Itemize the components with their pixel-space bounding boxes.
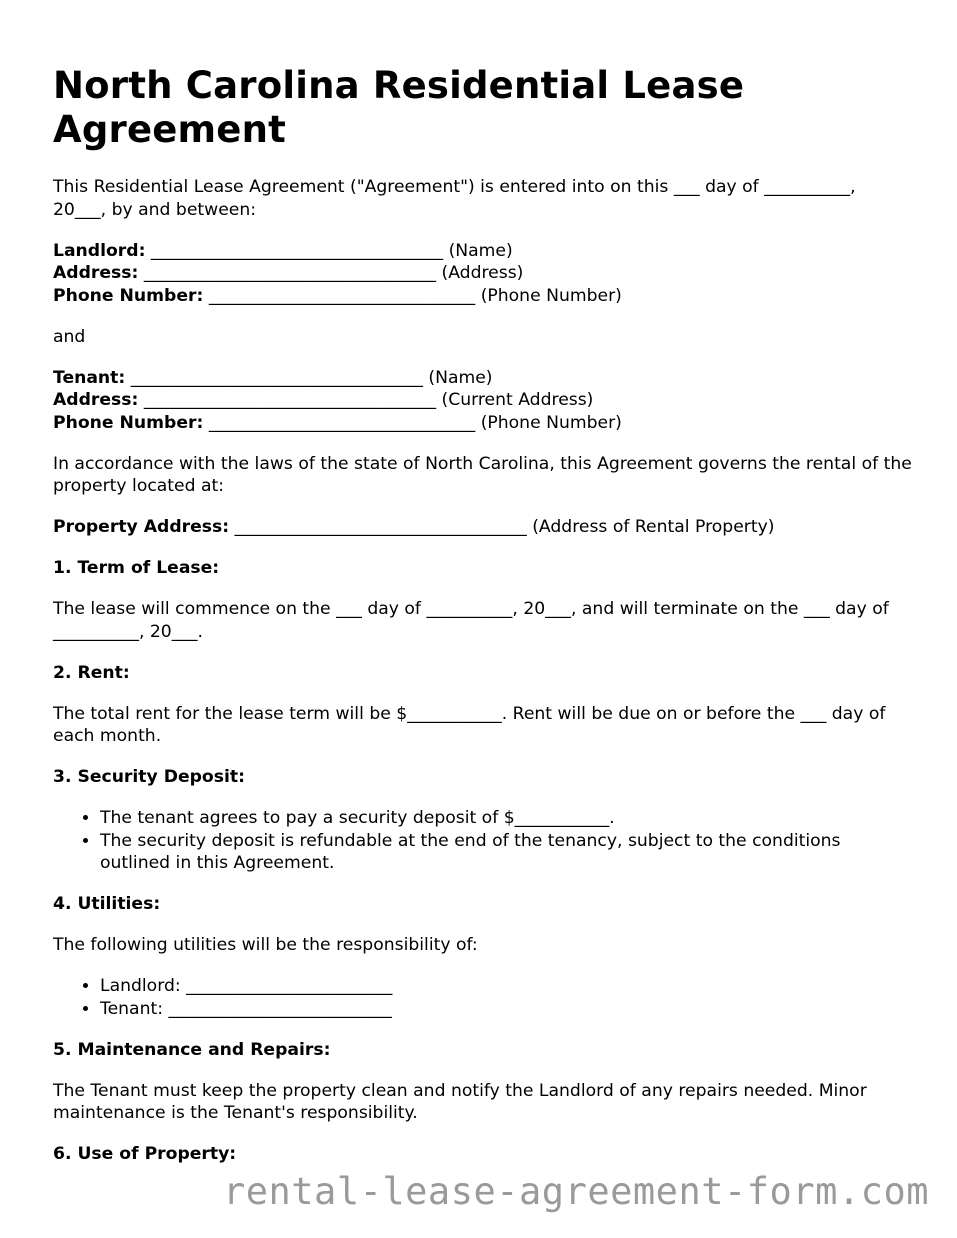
section-rent-heading: 2. Rent: — [53, 662, 130, 683]
tenant-phone-field[interactable]: _______________________________ (Phone Number) — [203, 412, 622, 433]
landlord-phone-line — [53, 285, 913, 308]
landlord-name-line — [53, 240, 913, 263]
and-text: and — [53, 326, 86, 347]
landlord-address-label: Address: — [53, 263, 139, 283]
list-item: • The security deposit is refundable at the end of the tenancy, subject to the conditions outlined in this Agreement. — [100, 830, 913, 875]
tenant-address-label: Address: — [53, 390, 139, 410]
section-use-heading: 6. Use of Property: — [53, 1144, 237, 1164]
tenant-address-field[interactable]: __________________________________ (Current Address) — [138, 390, 594, 410]
accordance-paragraph: In accordance with the laws of the state of North Carolina, this Agreement governs the rental of the property located at: — [53, 453, 912, 496]
intro-paragraph: This Residential Lease Agreement ("Agreement") is entered into on this ___ day of __________, 20___, by and between: — [53, 177, 856, 220]
landlord-address-field[interactable]: __________________________________ (Address) — [138, 263, 524, 283]
section-deposit-heading: 3. Security Deposit: — [53, 767, 245, 787]
section-utilities-body: The following utilities will be the responsibility of: — [53, 935, 478, 955]
section-utilities-heading: 4. Utilities: — [53, 894, 161, 914]
landlord-phone-field[interactable]: _______________________________ (Phone Number) — [203, 285, 622, 306]
list-item: • Tenant: __________________________ — [100, 998, 913, 1021]
tenant-block — [53, 367, 913, 435]
tenant-phone-label: Phone Number: — [53, 412, 204, 433]
landlord-name-label: Landlord: — [53, 240, 146, 261]
property-address-line — [53, 516, 913, 539]
landlord-address-line — [53, 262, 913, 285]
landlord-block — [53, 240, 913, 308]
property-address-label: Property Address: — [53, 517, 230, 537]
tenant-name-label: Tenant: — [53, 367, 126, 388]
utilities-list — [53, 975, 913, 1020]
section-rent-body: The total rent for the lease term will be $___________. Rent will be due on or before the ___ day of each month. — [53, 703, 886, 746]
property-address-field[interactable]: __________________________________ (Address of Rental Property) — [229, 517, 775, 537]
watermark-text: rental-lease-agreement-form.com — [222, 1170, 929, 1213]
tenant-name-field[interactable]: __________________________________ (Name) — [125, 367, 493, 388]
list-item: • The tenant agrees to pay a security deposit of $___________. — [100, 807, 913, 830]
section-term-heading: 1. Term of Lease: — [53, 558, 220, 578]
tenant-name-line — [53, 367, 913, 390]
landlord-phone-label: Phone Number: — [53, 285, 204, 306]
tenant-address-line — [53, 389, 913, 412]
document-title: North Carolina Residential Lease Agreement — [53, 64, 745, 151]
landlord-name-field[interactable]: __________________________________ (Name) — [145, 240, 513, 261]
tenant-phone-line — [53, 412, 913, 435]
section-maintenance-body: The Tenant must keep the property clean and notify the Landlord of any repairs needed. Minor maintenance is the Tenant's responsibility. — [53, 1080, 867, 1123]
lease-document — [53, 64, 913, 1166]
section-term-body: The lease will commence on the ___ day of __________, 20___, and will terminate on the ___ day of __________, 20___. — [53, 599, 889, 642]
list-item: • Landlord: ________________________ — [100, 975, 913, 998]
section-maintenance-heading: 5. Maintenance and Repairs: — [53, 1039, 331, 1060]
deposit-list — [53, 807, 913, 875]
